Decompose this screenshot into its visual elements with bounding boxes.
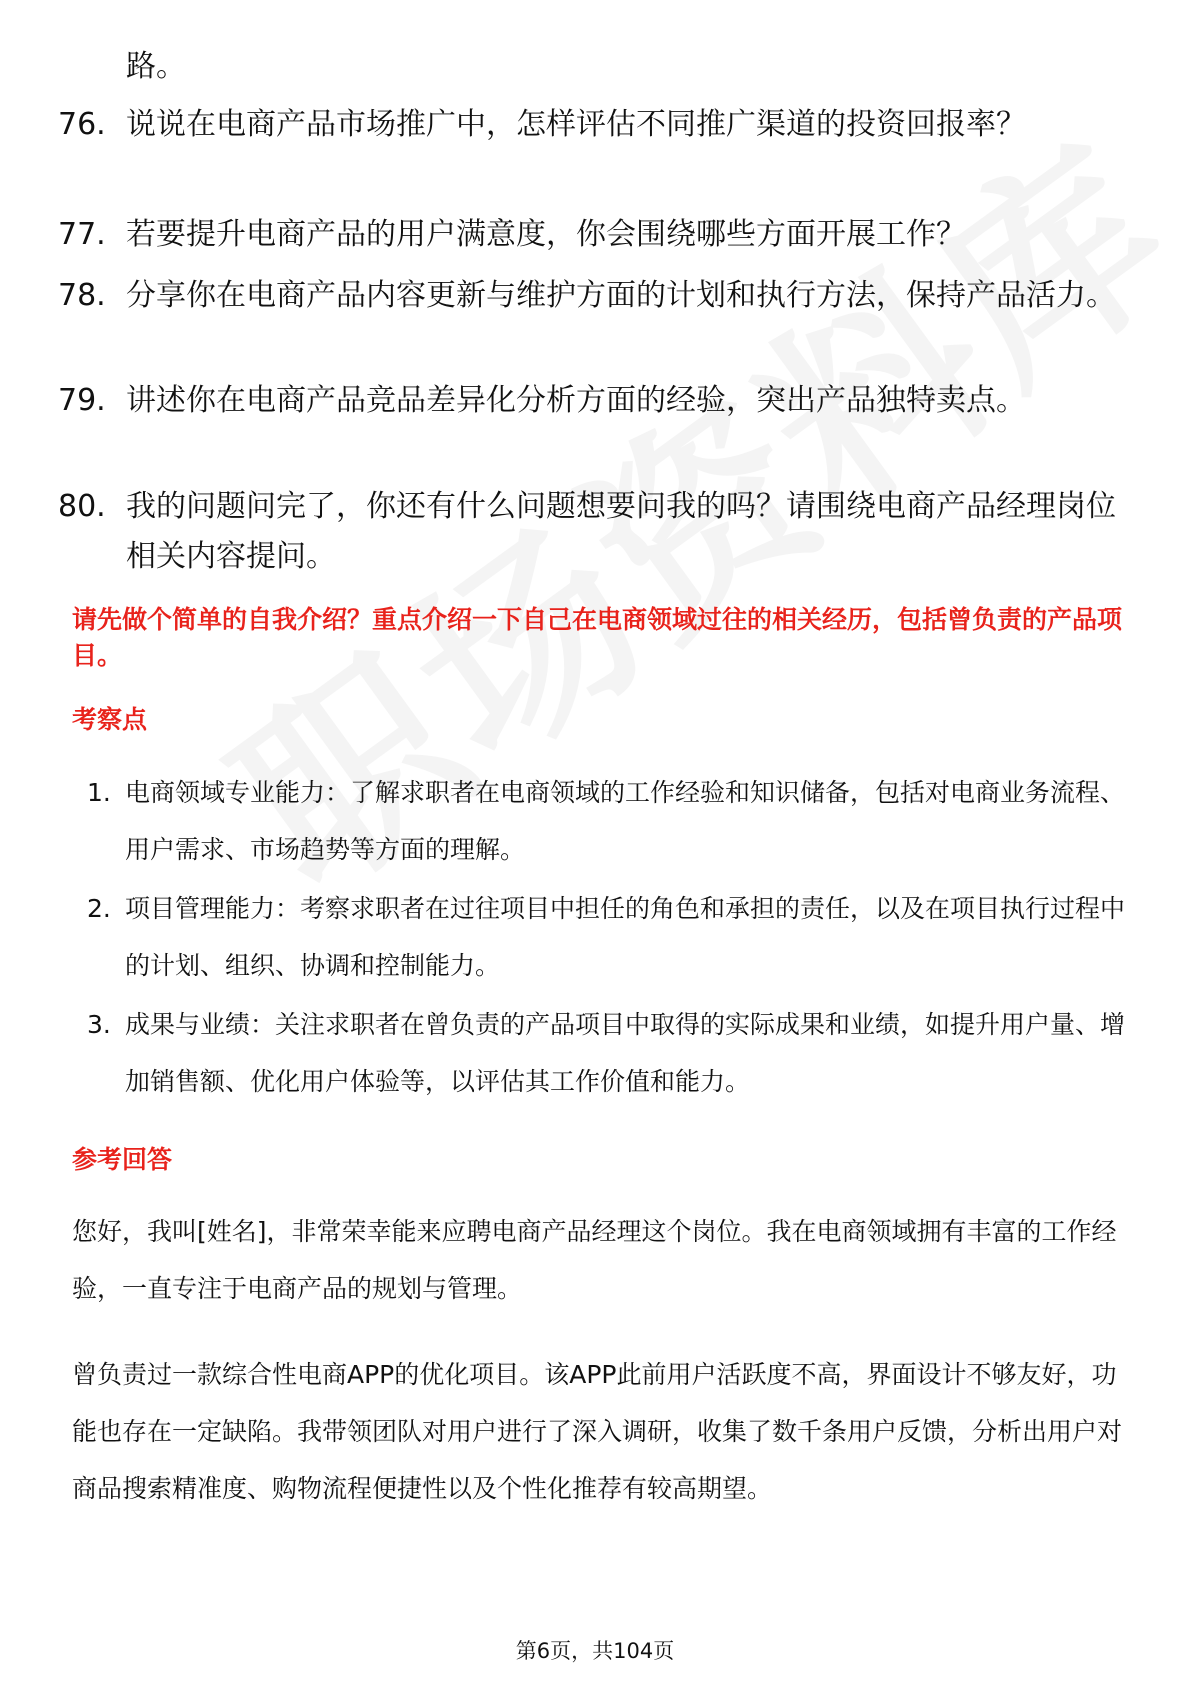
question-text: 分享你在电商产品内容更新与维护方面的计划和执行方法，保持产品活力。 <box>126 278 1116 313</box>
question-text: 我的问题问完了，你还有什么问题想要问我的吗？请围绕电商产品经理岗位相关内容提问。 <box>126 489 1116 574</box>
point-text: 成果与业绩：关注求职者在曾负责的产品项目中取得的实际成果和业绩，如提升用户量、增加销售额、优化用户体验等，以评估其工作价值和能力。 <box>125 1010 1126 1096</box>
question-text: 说说在电商产品市场推广中，怎样评估不同推广渠道的投资回报率？ <box>126 107 1026 142</box>
point-number: 1. <box>87 778 111 807</box>
highlight-question: 请先做个简单的自我介绍？重点介绍一下自己在电商领域过往的相关经历，包括曾负责的产品项目。 <box>72 605 1123 670</box>
question-number: 78. <box>58 278 106 313</box>
assessment-title: 考察点 <box>72 705 148 734</box>
point-number: 2. <box>87 894 111 923</box>
reference-paragraph: 曾负责过一款综合性电商APP的优化项目。该APP此前用户活跃度不高，界面设计不够友好，功能也存在一定缺陷。我带领团队对用户进行了深入调研，收集了数千条用户反馈，分析出用户对商品搜索精准度、购物流程便捷性以及个性化推荐有较高期望。 <box>72 1360 1123 1503</box>
question-number: 76. <box>58 107 106 142</box>
point-text: 项目管理能力：考察求职者在过往项目中担任的角色和承担的责任，以及在项目执行过程中的计划、组织、协调和控制能力。 <box>125 894 1126 980</box>
question-text: 路。 <box>126 49 186 84</box>
question-text: 若要提升电商产品的用户满意度，你会围绕哪些方面开展工作？ <box>126 217 966 252</box>
question-text: 讲述你在电商产品竞品差异化分析方面的经验，突出产品独特卖点。 <box>126 383 1026 418</box>
question-number: 77. <box>58 217 106 252</box>
question-number: 79. <box>58 383 106 418</box>
point-number: 3. <box>87 1010 111 1039</box>
page-footer: 第6页，共104页 <box>515 1639 675 1663</box>
question-number: 80. <box>58 489 106 524</box>
point-text: 电商领域专业能力：了解求职者在电商领域的工作经验和知识储备，包括对电商业务流程、用户需求、市场趋势等方面的理解。 <box>125 778 1126 864</box>
reference-title: 参考回答 <box>72 1145 173 1174</box>
reference-paragraph: 您好，我叫[姓名]，非常荣幸能来应聘电商产品经理这个岗位。我在电商领域拥有丰富的工作经验，一直专注于电商产品的规划与管理。 <box>72 1217 1117 1303</box>
